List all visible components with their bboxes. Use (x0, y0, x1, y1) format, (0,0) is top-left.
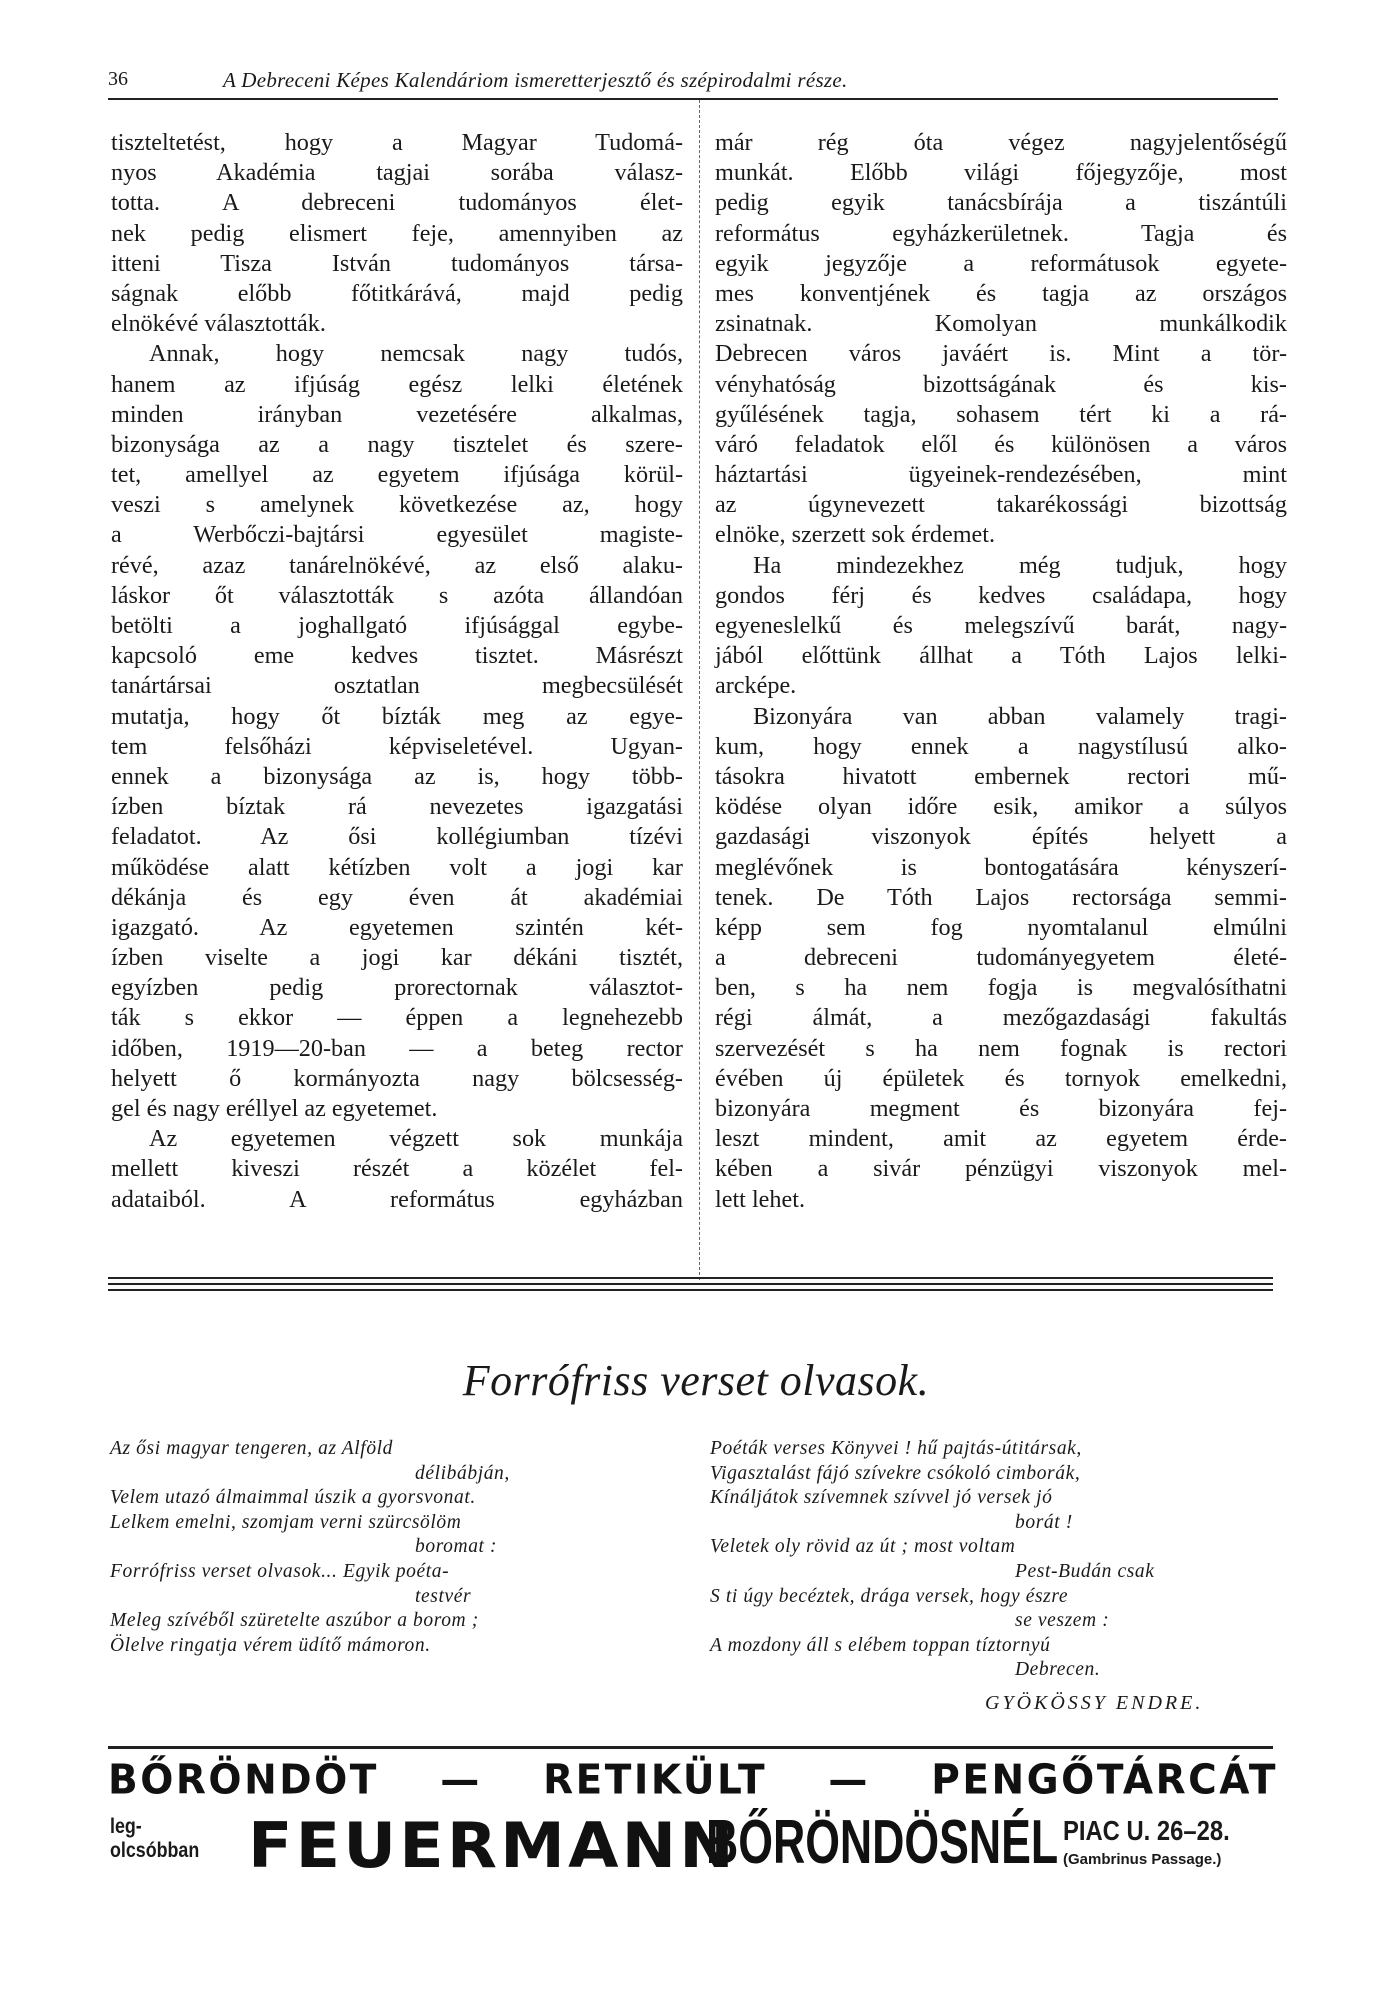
poem-line: Poéták verses Könyvei ! hű pajtás-útitársak, (710, 1438, 1082, 1459)
article-text-line: Annak, hogy nemcsak nagy tudós, (149, 340, 683, 368)
page-header (108, 64, 1278, 98)
article-text-line: kapcsoló eme kedves tisztet. Másrészt (111, 642, 683, 670)
poem-line: S ti úgy becéztek, drága versek, hogy észre (710, 1585, 1069, 1607)
article-text-line: láskor őt választották s azóta állandóan (111, 581, 683, 609)
article-text-line: váró feladatok elől és különösen a város (715, 430, 1287, 458)
article-text-line: évében új épületek és tornyok emelkedni, (715, 1064, 1287, 1092)
article-text-line: működése alatt kétízben volt a jogi kar (111, 853, 683, 881)
article-text-line: ságnak előbb főtitkárává, majd pedig (111, 279, 683, 307)
article-text-line: révé, azaz tanárelnökévé, az első alaku- (111, 551, 683, 579)
article-text-line: nyos Akadémia tagjai sorába válasz- (111, 159, 683, 187)
article-text-line: bizonysága az a nagy tisztelet és szere- (111, 430, 683, 458)
poem-left-stanza (110, 1437, 670, 1658)
article-text-line: arcképe. (715, 672, 797, 700)
advertisement-rule (108, 1746, 1273, 1749)
article-text-line: elnökévé választották. (111, 310, 326, 338)
article-text-line: bizonyára megment és bizonyára fej- (715, 1095, 1287, 1122)
article-text-line: a debreceni tudományegyetem életé- (715, 944, 1287, 972)
article-text-line: Bizonyára van abban valamely tragi- (753, 702, 1287, 730)
prefix-line-2: olcsóbban (110, 1839, 200, 1862)
advertisement-shop-line (108, 1808, 1288, 1895)
article-text-line: képp sem fog nyomtalanul elmúlni (715, 913, 1287, 941)
article-text-line: jából előttünk állhat a Tóth Lajos lelki- (715, 642, 1287, 670)
article-text-line: református egyházkerületnek. Tagja és (715, 219, 1287, 247)
shop-address: PIAC U. 26–28. (1063, 1815, 1230, 1846)
poem-line: Az ősi magyar tengeren, az Alföld (110, 1438, 394, 1459)
header-rule (108, 98, 1278, 100)
article-text-line: elnöke, szerzett sok érdemet. (715, 521, 996, 549)
article-text-line: ben, s ha nem fogja is megvalósíthatni (715, 974, 1287, 1002)
poem-title: Forrófriss verset olvasok. (462, 1356, 930, 1405)
article-text-line: zsinatnak. Komolyan munkálkodik (715, 310, 1287, 338)
page-number: 36 (108, 68, 128, 90)
article-text-line: ták s ekkor — éppen a legnehezebb (111, 1004, 683, 1032)
article-text-line: háztartási ügyeinek-rendezésében, mint (715, 461, 1287, 489)
article-text-line: meglévőnek is bontogatására kényszerí- (715, 853, 1287, 881)
section-separator-rule (108, 1277, 1273, 1295)
article-text-line: szervezését s ha nem fognak is rectori (715, 1034, 1287, 1062)
article-text-line: leszt mindent, amit az egyetem érde- (715, 1125, 1287, 1153)
article-text-line: feladatot. Az ősi kollégiumban tízévi (111, 823, 683, 851)
article-text-line: gel és nagy eréllyel az egyetemet. (111, 1095, 438, 1122)
article-text-line: gazdasági viszonyok építés helyett a (715, 823, 1287, 851)
poem-line: Kínáljátok szívemnek szívvel jó versek jó (710, 1487, 1053, 1509)
article-text-line: tiszteltetést, hogy a Magyar Tudomá- (111, 129, 683, 156)
article-text-line: tenek. De Tóth Lajos rectorsága semmi- (715, 883, 1287, 911)
article-text-line: gondos férj és kedves családapa, hogy (715, 581, 1287, 609)
article-text-line: mellett kiveszi részét a közélet fel- (111, 1155, 683, 1183)
article-right-column (715, 128, 1287, 1215)
article-text-line: mutatja, hogy őt bízták meg az egye- (111, 702, 683, 730)
article-text-line: dékánja és egy éven át akadémiai (111, 883, 683, 911)
poem-line: Vigasztalást fájó szívekre csókoló cimborák, (710, 1462, 1081, 1484)
poem-line: se veszem : (1015, 1610, 1110, 1632)
poem-line: borát ! (1015, 1511, 1073, 1533)
article-text-line: betölti a joghallgató ifjúsággal egybe- (111, 612, 683, 639)
article-text-line: adataiból. A református egyházban (111, 1185, 683, 1213)
article-text-line: helyett ő kormányozta nagy bölcsesség- (111, 1064, 683, 1092)
article-text-line: pedig egyik tanácsbírája a tiszántúli (715, 189, 1287, 217)
article-text-line: hanem az ifjúság egész lelki életének (111, 370, 683, 398)
article-text-line: minden irányban vezetésére alkalmas, (111, 400, 683, 428)
column-divider (699, 100, 700, 1280)
poem-line: boromat : (415, 1536, 498, 1558)
poem-line: A mozdony áll s elébem toppan tíztornyú (710, 1634, 1051, 1656)
article-text-line: gyűlésének tagja, sohasem tért ki a rá- (715, 400, 1287, 428)
poem-line: Forrófriss verset olvasok... Egyik poéta- (110, 1560, 450, 1582)
article-text-line: kum, hogy ennek a nagystílusú alko- (715, 732, 1287, 760)
article-text-line: ízben viselte a jogi kar dékáni tisztét, (111, 944, 683, 972)
article-text-line: igazgató. Az egyetemen szintén két- (111, 913, 683, 941)
shop-type: BŐRÖNDÖSNÉL (706, 1808, 1059, 1877)
article-text-line: vényhatóság bizottságának és kis- (715, 370, 1287, 398)
article-text-line: az úgynevezett takarékossági bizottság (715, 491, 1287, 519)
advertisement-prefix (110, 1815, 199, 1863)
article-text-line: Debrecen város javáért is. Mint a tör- (715, 340, 1287, 368)
article-text-line: mes konventjének és tagja az országos (715, 279, 1287, 307)
poem-line: délibábján, (415, 1462, 510, 1484)
shop-address-note: (Gambrinus Passage.) (1063, 1851, 1222, 1868)
article-text-line: totta. A debreceni tudományos élet- (111, 189, 683, 217)
advertisement-headline: BŐRÖNDÖT — RETIKÜLT — PENGŐTÁRCÁT (108, 1756, 1278, 1805)
article-text-line: egyízben pedig prorectornak választot- (111, 974, 683, 1002)
article-text-line: régi álmát, a mezőgazdasági fakultás (715, 1004, 1287, 1032)
article-text-line: egyik jegyzője a reformátusok egyete- (715, 249, 1287, 277)
article-text-line: itteni Tisza István tudományos társa- (111, 249, 683, 277)
article-text-line: Ha mindezekhez még tudjuk, hogy (753, 551, 1287, 579)
poem-line: Pest-Budán csak (1015, 1560, 1155, 1582)
article-text-line: tásokra hivatott embernek rectori mű- (715, 762, 1287, 790)
article-left-column (111, 128, 683, 1215)
article-text-line: Az egyetemen végzett sok munkája (149, 1125, 683, 1153)
poem-line: Meleg szívéből szüretelte aszúbor a borom ; (110, 1610, 479, 1632)
article-text-line: tanártársai osztatlan megbecsülését (111, 672, 683, 700)
poem-line: Lelkem emelni, szomjam verni szürcsölöm (110, 1511, 462, 1533)
article-text-line: időben, 1919—20-ban — a beteg rector (111, 1034, 683, 1062)
article-text-line: tem felsőházi képviseletével. Ugyan- (111, 732, 683, 760)
poem-author: GYÖKÖSSY ENDRE. (985, 1692, 1204, 1714)
article-text-line: a Werbőczi-bajtársi egyesület magiste- (111, 521, 683, 549)
poem-right-stanza (710, 1437, 1270, 1683)
shop-name: FEUERMANN (248, 1809, 737, 1882)
article-text-line: ízben bíztak rá nevezetes igazgatási (111, 793, 683, 821)
article-text-line: nek pedig elismert feje, amennyiben az (111, 219, 683, 247)
article-text-line: kében a sivár pénzügyi viszonyok mel- (715, 1155, 1287, 1183)
article-text-line: ködése olyan időre esik, amikor a súlyos (715, 793, 1287, 821)
poem-line: Veletek oly rövid az út ; most voltam (710, 1536, 1016, 1558)
article-text-line: egyeneslelkű és melegszívű barát, nagy- (715, 612, 1287, 639)
article-text-line: ennek a bizonysága az is, hogy több- (111, 762, 683, 790)
article-text-line: már rég óta végez nagyjelentőségű (715, 129, 1287, 156)
poem-line: Velem utazó álmaimmal úszik a gyorsvonat. (110, 1487, 476, 1509)
article-text-line: lett lehet. (715, 1185, 805, 1213)
poem-line: Debrecen. (1015, 1659, 1101, 1681)
poem-line: testvér (415, 1585, 472, 1607)
article-text-line: munkát. Előbb világi főjegyzője, most (715, 159, 1287, 187)
prefix-line-1: leg- (110, 1815, 142, 1838)
running-title: A Debreceni Képes Kalendáriom ismeretterjesztő és szépirodalmi része. (223, 68, 848, 92)
poem-line: Ölelve ringatja vérem üdítő mámoron. (110, 1634, 431, 1656)
article-text-line: tet, amellyel az egyetem ifjúsága körül- (111, 461, 683, 489)
article-text-line: veszi s amelynek következése az, hogy (111, 491, 683, 519)
